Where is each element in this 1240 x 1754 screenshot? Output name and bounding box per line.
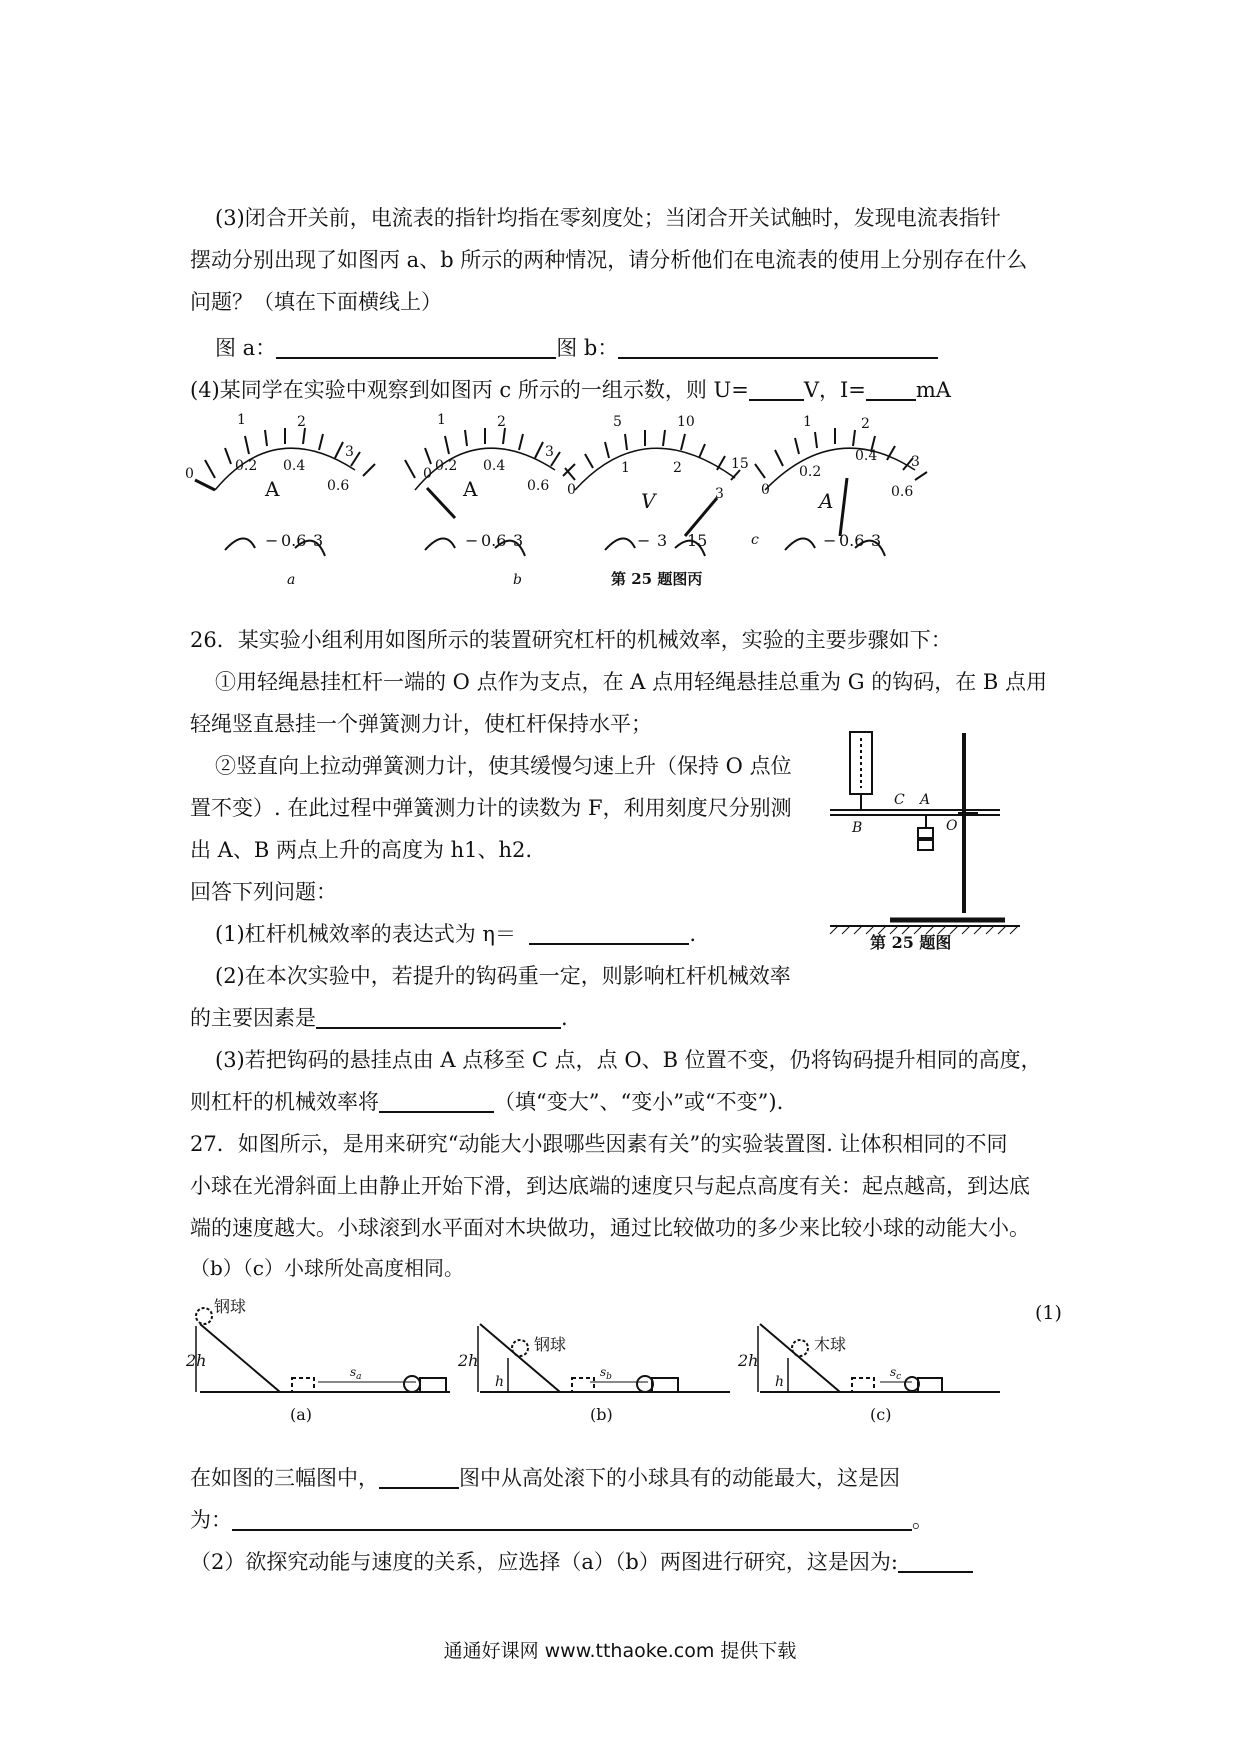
scale-label: 1 (437, 412, 446, 428)
q2-text: （2）欲探究动能与速度的关系，应选择（a）（b）两图进行研究，这是因为: (190, 1550, 898, 1574)
q26-sub2-line1: (2)在本次实验中，若提升的钩码重一定，则影响杠杆机械效率 (215, 964, 791, 988)
q27-line4: （b）（c）小球所处高度相同。 (190, 1256, 465, 1280)
p4-unit-v: V，I= (803, 378, 866, 402)
scale-label: 5 (613, 414, 622, 430)
current-answer-blank[interactable] (866, 377, 916, 401)
q26-sub3-line1: (3)若把钩码的悬挂点由 A 点移至 C 点，点 O、B 位置不变，仍将钩码提升相同的高度， (215, 1048, 1042, 1072)
sub1-text: (1)杠杆机械效率的表达式为 η＝ (215, 922, 517, 946)
sub-label: c (751, 532, 759, 548)
sub2-text: 的主要因素是 (190, 1006, 316, 1030)
q26-answer-intro: 回答下列问题： (190, 880, 337, 904)
q26-sub1: (1)杠杆机械效率的表达式为 η＝ . (215, 922, 697, 946)
height-label: h (775, 1374, 785, 1390)
height-label: 2h (458, 1351, 479, 1370)
height-label: 2h (738, 1351, 759, 1370)
q25-p4-line (190, 375, 951, 405)
scale-label: 10 (677, 414, 695, 430)
scale-label: 0.4 (483, 458, 506, 474)
terminal-label: − (823, 531, 837, 550)
terminal-label: 3 (871, 531, 882, 550)
q26-step2-line2: 置不变）. 在此过程中弹簧测力计的读数为 F，利用刻度尺分别测 (190, 796, 792, 820)
point-label: O (946, 818, 958, 834)
q26-sub3-line2 (190, 1087, 783, 1117)
point-label: C (894, 792, 905, 808)
q26-step1-line2: 轻绳竖直悬挂一个弹簧测力计，使杠杆保持水平； (190, 712, 652, 736)
scale-label: 0 (423, 466, 432, 482)
p4-prefix: (4)某同学在实验中观察到如图丙 c 所示的一组示数，则 U= (190, 378, 749, 402)
lever-caption: 第 25 题图 (870, 933, 952, 952)
scale-label: 15 (731, 456, 749, 472)
figure-label: (c) (870, 1405, 892, 1424)
scale-label: 0.6 (527, 478, 550, 494)
scale-label: 1 (237, 412, 246, 428)
scale-label: 0 (185, 466, 194, 482)
q26-line1: 26．某实验小组利用如图所示的装置研究杠杆的机械效率，实验的主要步骤如下： (190, 628, 952, 652)
q1-text-b: 图中从高处滚下的小球具有的动能最大，这是因 (459, 1466, 900, 1490)
page-footer: 通通好课网 www.tthaoke.com 提供下载 (443, 1640, 797, 1662)
terminal-label: − (637, 531, 651, 550)
figure-label: (a) (290, 1405, 313, 1424)
terminal-label: 3 (513, 531, 524, 550)
q27-q1-line1 (190, 1463, 900, 1493)
factor-answer-blank[interactable] (316, 1005, 561, 1029)
meter-symbol: V (641, 489, 656, 513)
meters-caption: 第 25 题图丙 (611, 570, 703, 588)
scale-label: 2 (861, 416, 870, 432)
ramp-a (196, 1308, 450, 1392)
q25-p3-line2: 摆动分别出现了如图丙 a、b 所示的两种情况，请分析他们在电流表的使用上分别存在什么 (190, 248, 1028, 272)
change-answer-blank[interactable] (379, 1089, 494, 1113)
lever-figure (830, 728, 1035, 948)
ramp-b (478, 1324, 730, 1392)
terminal-label: − (465, 531, 479, 550)
terminal-label: 0.6 (839, 531, 865, 550)
q26-sub2-line2: 的主要因素是 . (190, 1006, 568, 1030)
fig-a-answer-blank[interactable] (276, 335, 556, 359)
terminal-label: − (265, 531, 279, 550)
scale-label: 0.6 (891, 484, 914, 500)
fig-b-answer-blank[interactable] (618, 335, 938, 359)
distance-label: $s_b$ (600, 1365, 612, 1382)
scale-label: 0.6 (327, 478, 350, 494)
point-label: B (852, 820, 863, 836)
scale-label: 0.4 (283, 458, 306, 474)
point-label: A (920, 792, 931, 808)
q26-step2-line1: ②竖直向上拉动弹簧测力计，使其缓慢匀速上升（保持 O 点位 (215, 754, 792, 778)
sub-label: a (287, 572, 296, 588)
scale-label: 0.2 (235, 458, 258, 474)
q1-line2-text: 为： (190, 1508, 232, 1532)
ball-label: 木球 (814, 1335, 847, 1354)
q1-line2-end: 。 (912, 1508, 933, 1532)
height-label: h (495, 1374, 505, 1390)
ball-label: 钢球 (214, 1297, 247, 1316)
sub3-text-a: 则杠杆的机械效率将 (190, 1090, 379, 1114)
scale-label: 0.2 (799, 464, 822, 480)
scale-label: 3 (545, 444, 554, 460)
terminal-label: 0.6 (481, 531, 507, 550)
q26-step1-line1: ①用轻绳悬挂杠杆一端的 O 点作为支点，在 A 点用轻绳悬挂总重为 G 的钩码，在 B 点用 (215, 670, 1047, 694)
ball-label: 钢球 (534, 1335, 567, 1354)
meter-symbol: A (819, 489, 834, 513)
distance-label: $s_c$ (890, 1365, 902, 1382)
q25-fig-answers (215, 333, 938, 363)
meters-figure (185, 412, 1045, 598)
ramps-figure (186, 1297, 1030, 1430)
scale-label: 3 (345, 444, 354, 460)
figure-label: (b) (590, 1405, 613, 1424)
scale-label: 2 (497, 414, 506, 430)
fig-a-label: 图 a： (215, 336, 277, 360)
efficiency-answer-blank[interactable] (529, 921, 689, 945)
scale-label: 0.2 (435, 458, 458, 474)
terminal-label: 3 (657, 531, 668, 550)
voltage-answer-blank[interactable] (749, 377, 804, 401)
scale-label: 2 (673, 460, 682, 476)
scale-label: 0.4 (855, 448, 878, 464)
scale-label: 2 (297, 414, 306, 430)
q27-line3: 端的速度越大。小球滚到水平面对木块做功，通过比较做功的多少来比较小球的动能大小。 (190, 1216, 1030, 1240)
q27-q1-line2 (190, 1505, 933, 1535)
q27-line2: 小球在光滑斜面上由静止开始下滑，到达底端的速度只与起点高度有关：起点越高，到达底 (190, 1174, 1030, 1198)
scale-label: 0 (567, 482, 576, 498)
q25-p3-line3: 问题？（填在下面横线上） (190, 290, 442, 314)
q26-step2-line3: 出 A、B 两点上升的高度为 h1、h2. (190, 838, 533, 862)
terminal-label: 15 (687, 531, 708, 550)
terminal-label: 3 (313, 531, 324, 550)
q27-line1: 27．如图所示，是用来研究“动能大小跟哪些因素有关”的实验装置图. 让体积相同的不同 (190, 1132, 1008, 1156)
scale-label: 1 (621, 460, 630, 476)
meter-symbol: A (463, 477, 478, 501)
terminal-label: 0.6 (281, 531, 307, 550)
height-label: 2h (186, 1351, 207, 1370)
distance-label: $s_a$ (350, 1365, 362, 1382)
q25-p3-line1: (3)闭合开关前，电流表的指针均指在零刻度处；当闭合开关试触时，发现电流表指针 (215, 206, 1001, 230)
scale-label: 0 (761, 482, 770, 498)
sub3-text-b: （填“变大”、“变小”或“不变”). (494, 1090, 784, 1114)
largest-ke-answer-blank[interactable] (379, 1465, 459, 1489)
scale-label: 3 (715, 486, 724, 502)
scale-label: 1 (803, 414, 812, 430)
p4-unit-ma: mA (915, 378, 951, 402)
scale-label: 3 (911, 454, 920, 470)
q27-part-num: (1) (1035, 1302, 1062, 1324)
q27-q2-line (190, 1547, 973, 1577)
fig-b-label: 图 b： (556, 336, 619, 360)
meter-symbol: A (265, 477, 280, 501)
q1-text-a: 在如图的三幅图中， (190, 1466, 379, 1490)
sub-label: b (513, 572, 522, 588)
reason-answer-blank[interactable] (232, 1507, 912, 1531)
ramp-c (758, 1324, 1000, 1392)
q2-answer-blank[interactable] (898, 1549, 973, 1573)
